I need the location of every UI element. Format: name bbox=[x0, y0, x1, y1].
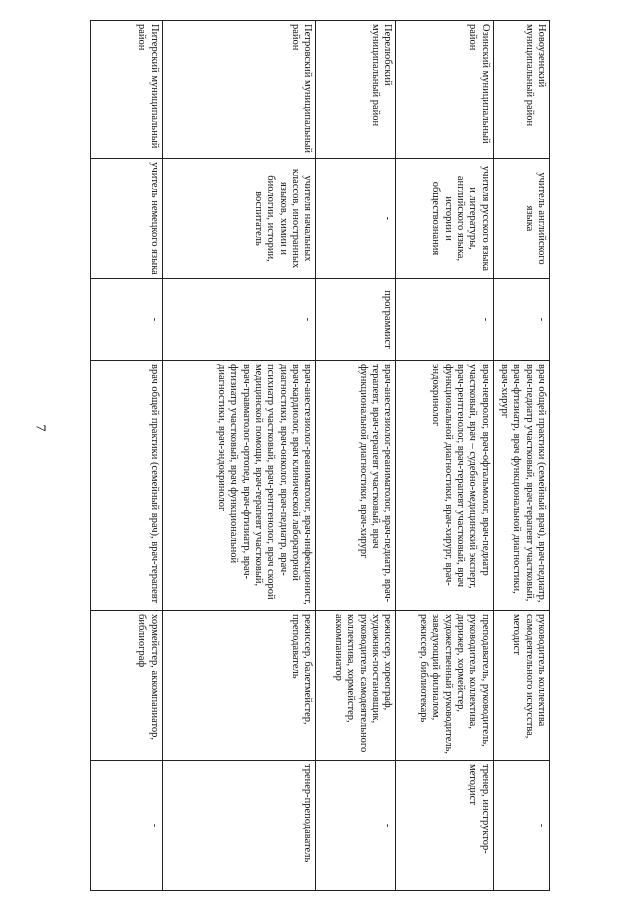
cell-other: - bbox=[493, 279, 549, 361]
cell-sport: - bbox=[493, 761, 549, 891]
cell-medical: врач-анестезиолог-реаниматолог, врач-инфекционист, врач-кардиолог, врач клинической лабораторной диагностики, врач-онколог, врач-педиатр, врач-психиатр участковый, врач-рентгенолог, врач скорой медицинской помощи, врач-терапевт участковый, врач-травматолог-ортопед, врач-фтизиатр, врач-фтизиатр участковый, врач функциональной диагностики, врач-эндокринолог bbox=[162, 361, 316, 611]
cell-culture: режиссер, хореограф, художник-постановщик, руководитель самодеятельного коллектива, хормейстер, аккомпаниатор bbox=[316, 611, 396, 761]
cell-culture: руководитель коллектива самодеятельного искусства, методист bbox=[493, 611, 549, 761]
cell-district: Питерский муниципальный район bbox=[91, 21, 163, 159]
cell-teachers: учитель английского языка bbox=[493, 159, 549, 279]
cell-culture: преподаватель, руководитель, руководитель коллектива, дирижер, хормейстер, художественный руководитель, заведующий филиалом, режиссер, библиотекарь bbox=[396, 611, 493, 761]
cell-sport: - bbox=[316, 761, 396, 891]
table-row bbox=[396, 21, 493, 891]
cell-other: программист bbox=[316, 279, 396, 361]
cell-district: Озинский муниципальный район bbox=[396, 21, 493, 159]
table-row bbox=[316, 21, 396, 891]
cell-teachers: учителя русского языка и литературы, английского языка, истории и обществознания bbox=[396, 159, 493, 279]
vacancy-table bbox=[90, 20, 550, 891]
cell-medical: врач общей практики (семейный врач), врач-педиатр, врач-педиатр участковый, врач-терапевт участковый, врач-фтизиатр, врач функциональной диагностики, врач-хирург bbox=[493, 361, 549, 611]
cell-teachers: учитель немецкого языка bbox=[91, 159, 163, 279]
table-row bbox=[493, 21, 549, 891]
cell-sport: тренер, инструктор-методист bbox=[396, 761, 493, 891]
cell-district: Перелюбский муниципальный район bbox=[316, 21, 396, 159]
cell-medical: врач-анестезиолог-реаниматолог, врач-педиатр, врач-терапевт, врач-терапевт участковый, врач функциональной диагностики, врач-хирург bbox=[316, 361, 396, 611]
cell-teachers: учителя начальных классов, иностранных языков, химии и биологии, истории, воспитатель bbox=[162, 159, 316, 279]
cell-district: Петровский муниципальный район bbox=[162, 21, 316, 159]
cell-medical: врач-невролог, врач-офтальмолог, врач-педиатр участковый, врач – судебно-медицинский эксперт, врач-рентгенолог, врач-терапевт участковый, врач функциональной диагностики, врач-хирург, врач-эндокринолог bbox=[396, 361, 493, 611]
cell-culture: режиссер, балетмейстер, преподаватель bbox=[162, 611, 316, 761]
table-row bbox=[91, 21, 163, 891]
table-row bbox=[162, 21, 316, 891]
cell-teachers: - bbox=[316, 159, 396, 279]
rotated-table-container bbox=[90, 20, 550, 890]
page-number: 7 bbox=[32, 424, 48, 432]
cell-other: - bbox=[91, 279, 163, 361]
cell-sport: тренер-преподаватель bbox=[162, 761, 316, 891]
cell-culture: хормейстер, аккомпаниатор, библиограф bbox=[91, 611, 163, 761]
cell-sport: - bbox=[91, 761, 163, 891]
cell-district: Новоузенский муниципальный район bbox=[493, 21, 549, 159]
cell-other: - bbox=[162, 279, 316, 361]
cell-other: - bbox=[396, 279, 493, 361]
cell-medical: врач общей практики (семейный врач), врач-терапевт bbox=[91, 361, 163, 611]
